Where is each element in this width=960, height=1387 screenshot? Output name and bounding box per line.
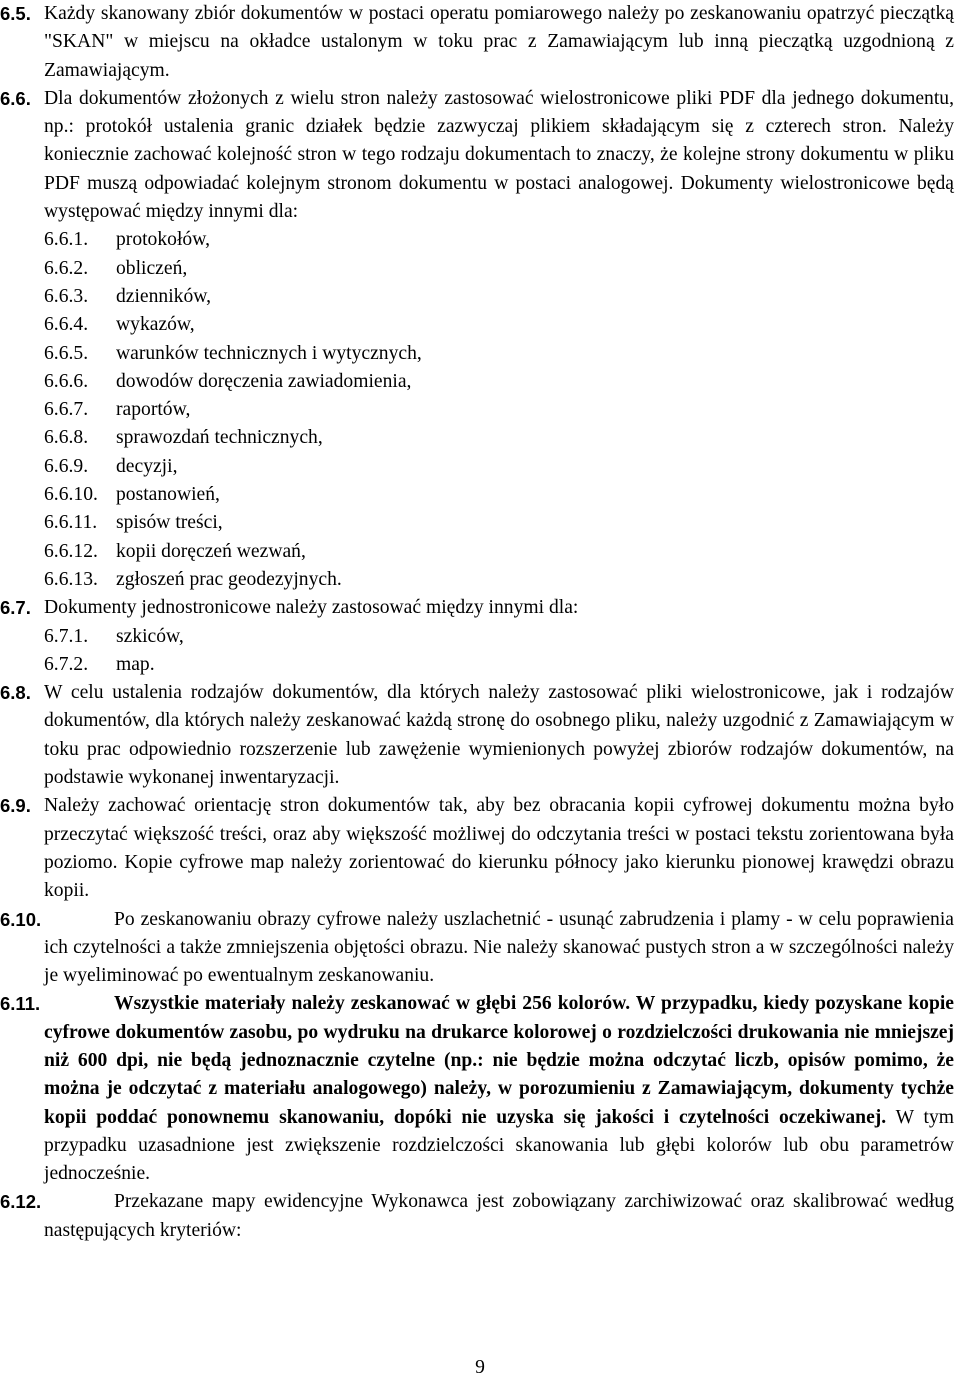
list-number: 6.6.9.	[44, 455, 89, 477]
section-text: Należy zachować orientację stron dokumentów tak, aby bez obracania kopii cyfrowej dokumentu można było przeczytać większość treści, oraz aby większość możliwej do odczytania treści w postaci tekstu zorientowana była poziomo. Kopie cyfrowe map należy zorientować do kierunku północy jako kierunku pionowej krawędzi obrazu kopii.	[44, 795, 954, 902]
section-number: 6.12.	[0, 1191, 42, 1213]
section-6-5	[0, 0, 960, 85]
list-number: 6.6.11.	[44, 512, 98, 534]
list-text: protokołów,	[116, 229, 210, 251]
list-number: 6.6.5.	[44, 342, 89, 364]
section-text: Dla dokumentów złożonych z wielu stron należy zastosować wielostronicowe pliki PDF dla jednego dokumentu, np.: protokół ustalenia granic działek będzie zazwyczaj plikiem składającym się z czterech stron. Należy koniecznie zachować kolejność stron w tego rodzaju dokumentach to znaczy, że kolejne strony dokumentu w pliku PDF muszą odpowiadać kolejnym stronom dokumentu w postaci analogowej. Dokumenty wielostronicowe będą występować między innymi dla:	[44, 87, 954, 223]
list-number: 6.6.6.	[44, 370, 89, 392]
list-text: decyzji,	[116, 455, 178, 477]
section-6-7	[0, 594, 960, 622]
section-number: 6.5.	[0, 3, 31, 24]
list-number: 6.6.3.	[44, 285, 89, 307]
section-text-bold: Wszystkie materiały należy zeskanować w głębi 256 kolorów. W przypadku, kiedy pozyskane kopie cyfrowe dokumentów zasobu, po wydruku na drukarce kolorowej o rozdzielczości drukowania nie mniejszej niż 600 dpi, nie będą jednoznacznie czytelne (np.: nie będzie można odczytać liczb, opisów pomimo, że można je odczytać z materiału analogowego) należy, w porozumieniu z Zamawiającym, dokumenty tychże kopii poddać ponownemu skanowaniu, dopóki nie uzyska się jakości i czytelności oczekiwanej.	[44, 993, 954, 1128]
list-text: wykazów,	[116, 314, 195, 336]
list-item	[44, 255, 960, 283]
list-text: sprawozdań technicznych,	[116, 427, 323, 449]
list-number: 6.6.12.	[44, 540, 98, 562]
list-text: szkiców,	[116, 625, 184, 647]
list-text: spisów treści,	[116, 512, 223, 534]
list-text: warunków technicznych i wytycznych,	[116, 342, 422, 364]
list-text: map.	[116, 653, 155, 675]
list-number: 6.6.1.	[44, 229, 89, 251]
list-text: dowodów doręczenia zawiadomienia,	[116, 370, 412, 392]
section-number: 6.11.	[0, 993, 41, 1015]
list-item	[44, 311, 960, 339]
list-item	[44, 651, 960, 679]
list-item	[44, 481, 960, 509]
list-item	[44, 424, 960, 452]
section-number: 6.8.	[0, 682, 31, 704]
section-number: 6.7.	[0, 597, 31, 619]
list-number: 6.7.2.	[44, 653, 89, 675]
list-item	[44, 368, 960, 396]
list-item	[44, 340, 960, 368]
section-text: W tym przypadku uzasadnione jest zwiększenie rozdzielczości skanowania lub głębi kolorów lub obu parametrów jednocześnie.	[44, 1106, 954, 1185]
list-text: dzienników,	[116, 285, 212, 307]
section-text: W celu ustalenia rodzajów dokumentów, dla których należy zastosować pliki wielostronicowe, jak i rodzajów dokumentów, dla których należy zeskanować każdą stronę do osobnego pliku, należy uzgodnić z Zamawiającym w toku prac odpowiednio rozszerzenie lub zawężenie wymienionych powyżej zbiorów rodzajów dokumentów, na podstawie wykonanej inwentaryzacji.	[44, 682, 954, 789]
list-text: postanowień,	[116, 484, 220, 506]
list-item	[44, 226, 960, 254]
section-number: 6.6.	[0, 87, 31, 109]
list-number: 6.6.4.	[44, 314, 89, 336]
list-number: 6.6.10.	[44, 484, 98, 506]
section-6-11	[0, 990, 960, 1188]
list-number: 6.7.1.	[44, 625, 89, 647]
list-number: 6.6.2.	[44, 257, 89, 279]
list-text: kopii doręczeń wezwań,	[116, 540, 306, 562]
list-item	[44, 509, 960, 537]
section-6-9	[0, 792, 960, 905]
section-6-12	[0, 1188, 960, 1245]
list-text: raportów,	[116, 399, 191, 421]
list-number: 6.6.13.	[44, 568, 98, 590]
section-text: Przekazane mapy ewidencyjne Wykonawca jest zobowiązany zarchiwizować oraz skalibrować według następujących kryteriów:	[44, 1191, 954, 1241]
list-number: 6.6.7.	[44, 399, 89, 421]
section-text: Każdy skanowany zbiór dokumentów w postaci operatu pomiarowego należy po zeskanowaniu opatrzyć pieczątką "SKAN" w miejscu na okładce ustalonym w toku prac z Zamawiającym lub inną pieczątką uzgodnioną z Zamawiającym.	[44, 3, 954, 81]
section-6-10	[0, 906, 960, 991]
section-text: Po zeskanowaniu obrazy cyfrowe należy uszlachetnić - usunąć zabrudzenia i plamy - w celu poprawienia ich czytelności a także zmniejszenia objętości obrazu. Nie należy skanować pustych stron a w szczególności należy je wyeliminować po ewentualnym zeskanowaniu.	[44, 908, 954, 987]
list-text: obliczeń,	[116, 257, 188, 279]
list-item	[44, 396, 960, 424]
page-number: 9	[475, 1357, 485, 1378]
list-item	[44, 566, 960, 594]
list-item	[44, 453, 960, 481]
section-6-8	[0, 679, 960, 792]
section-number: 6.9.	[0, 795, 31, 817]
section-text-wrap	[44, 906, 954, 991]
section-6-6	[0, 85, 960, 226]
list-number: 6.6.8.	[44, 427, 89, 449]
section-text-wrap	[44, 990, 954, 1188]
section-text: Dokumenty jednostronicowe należy zastosować między innymi dla:	[44, 597, 579, 619]
section-text-wrap	[44, 1188, 954, 1245]
list-item	[44, 623, 960, 651]
list-text: zgłoszeń prac geodezyjnych.	[116, 568, 342, 590]
list-item	[44, 283, 960, 311]
list-item	[44, 538, 960, 566]
section-number: 6.10.	[0, 908, 42, 930]
